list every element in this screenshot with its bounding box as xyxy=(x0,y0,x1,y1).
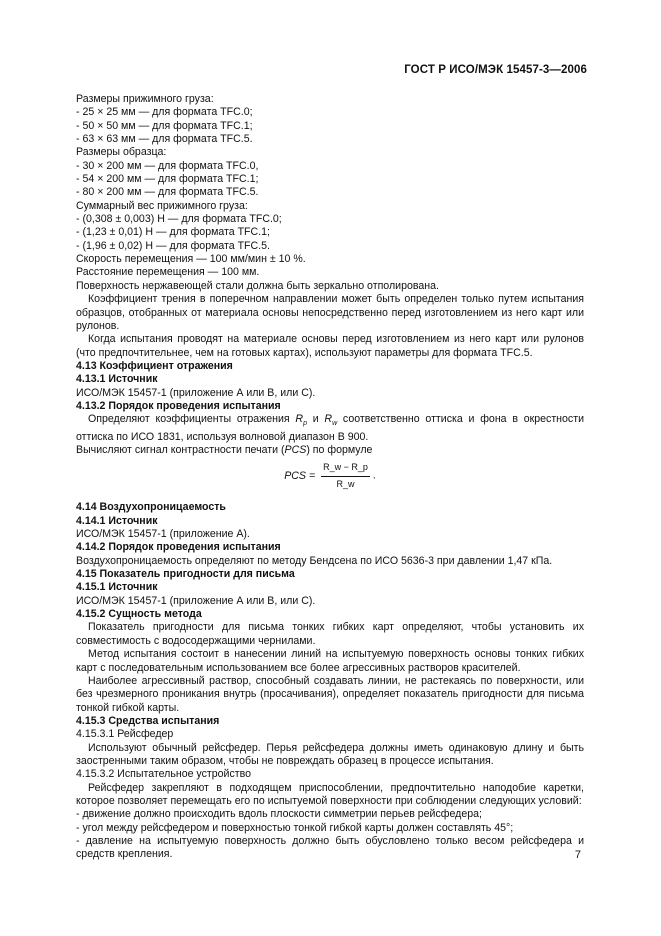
formula-tail: . xyxy=(372,470,376,483)
symbol-rw: $R_w$ xyxy=(324,413,338,428)
subsubsection-heading: 4.15.3.1 Рейсфедер xyxy=(76,728,174,741)
formula-lhs: PCS = xyxy=(284,469,316,482)
paragraph: Показатель пригодности для письма тонких гибких карт определяют, чтобы установить их совместимость с водосодержащими чернилами. xyxy=(76,621,584,647)
list-item: - угол между рейсфедером и поверхностью тонкой гибкой карты должен составлять 45°; xyxy=(76,821,514,834)
section-heading: 4.15 Показатель пригодности для письма xyxy=(76,568,295,581)
text-line: - 80 × 200 мм — для формата TFC.5. xyxy=(76,186,259,199)
text-line: - 54 × 200 мм — для формата TFC.1; xyxy=(76,173,259,186)
text-line: Воздухопроницаемость определяют по методу Бендсена по ИСО 5636-3 при давлении 1,47 кПа. xyxy=(76,554,553,567)
text-line: - 50 × 50 мм — для формата TFC.1; xyxy=(76,119,253,132)
text-line: - (1,96 ± 0,02) Н — для формата TFC.5. xyxy=(76,239,270,252)
paragraph: Используют обычный рейсфедер. Перья рейсфедера должны иметь одинаковую длину и быть заостренными таким образом, чтобы не повреждать образец в процессе испытания. xyxy=(76,741,584,767)
paragraph: Наиболее агрессивный раствор, способный создавать линии, не растекаясь по поверхности, или без чрезмерного проникания внутрь (просачивания), определяет показатель пригодности для письма тонкой гибкой карты. xyxy=(76,674,584,714)
text-line: - (0,308 ± 0,003) Н — для формата TFC.0; xyxy=(76,213,282,226)
subsection-heading: 4.15.1 Источник xyxy=(76,581,158,594)
subsection-heading: 4.15.2 Сущность метода xyxy=(76,608,202,621)
symbol-rp: $R_p$ xyxy=(295,413,307,428)
text-line: ИСО/МЭК 15457-1 (приложение А). xyxy=(76,528,250,541)
paragraph: Метод испытания состоит в нанесении линий на испытуемую поверхность основы тонких гибких карт с последовательным использованием все более агрессивных растворов красителей. xyxy=(76,648,584,674)
text-line: Поверхность нержавеющей стали должна быть зеркально отполирована. xyxy=(76,279,439,292)
list-item: - давление на испытуемую поверхность должно быть обусловлено только весом рейсфедера и средств крепления. xyxy=(76,834,584,861)
text-line: - (1,23 ± 0,01) Н — для формата TFC.1; xyxy=(76,226,270,239)
text-line: Скорость перемещения — 100 мм/мин ± 10 %. xyxy=(76,253,306,266)
subsection-heading: 4.13.2 Порядок проведения испытания xyxy=(76,399,281,412)
formula-numerator: R_w − R_p xyxy=(321,461,370,476)
text-line: Размеры прижимного груза: xyxy=(76,93,214,105)
list-item: - движение должно происходить вдоль плоскости симметрии перьев рейсфедера; xyxy=(76,808,482,821)
section-heading: 4.13 Коэффициент отражения xyxy=(76,359,233,372)
subsection-heading: 4.15.3 Средства испытания xyxy=(76,714,220,727)
text-line: ИСО/МЭК 15457-1 (приложение А или В, или С). xyxy=(76,594,316,607)
paragraph: Коэффициент трения в поперечном направлении может быть определен только путем испытания образцов, отобранных от материала основы непосредственно перед изготовлением из него карт или рулонов. xyxy=(76,293,584,332)
text-line: - 30 × 200 мм — для формата TFC.0, xyxy=(76,159,259,172)
paragraph: Когда испытания проводят на материале основы перед изготовлением из него карт или рулонов (что предпочтительнее, чем на готовых картах), используют параметры для формата TFC.5. xyxy=(76,333,584,359)
pcs-formula xyxy=(76,461,584,495)
formula-fraction xyxy=(321,461,370,491)
text-line: Расстояние перемещения — 100 мм. xyxy=(76,266,260,279)
subsection-heading: 4.13.1 Источник xyxy=(76,373,158,386)
paragraph: Определяют коэффициенты отражения $R_p$ и $R_w$ соответственно оттиска и фона в окрестности оттиска по ИСО 1831, используя волновой диапазон В 900. xyxy=(76,413,584,443)
text-line: - 25 × 25 мм — для формата TFC.0; xyxy=(76,106,253,119)
subsection-heading: 4.14.2 Порядок проведения испытания xyxy=(76,541,281,554)
formula-denominator: R_w xyxy=(336,478,355,489)
text-line: - 63 × 63 мм — для формата TFC.5. xyxy=(76,133,253,146)
text-line: Суммарный вес прижимного груза: xyxy=(76,199,248,212)
document-header: ГОСТ Р ИСО/МЭК 15457-3—2006 xyxy=(404,64,587,76)
text-line: ИСО/МЭК 15457-1 (приложение А или В, или С). xyxy=(76,386,316,399)
text-line: Размеры образца: xyxy=(76,146,167,159)
subsection-heading: 4.14.1 Источник xyxy=(76,514,158,527)
paragraph: Рейсфедер закрепляют в подходящем приспособлении, предпочтительно наподобие каретки, которое позволяет перемещать его по испытуемой поверхности при соблюдении следующих условий: xyxy=(76,781,584,807)
paragraph: Вычисляют сигнал контрастности печати (PCS) по формуле xyxy=(76,444,373,457)
subsubsection-heading: 4.15.3.2 Испытательное устройство xyxy=(76,768,252,781)
document-body xyxy=(76,93,584,862)
section-heading: 4.14 Воздухопроницаемость xyxy=(76,501,226,514)
page-number: 7 xyxy=(574,849,581,861)
